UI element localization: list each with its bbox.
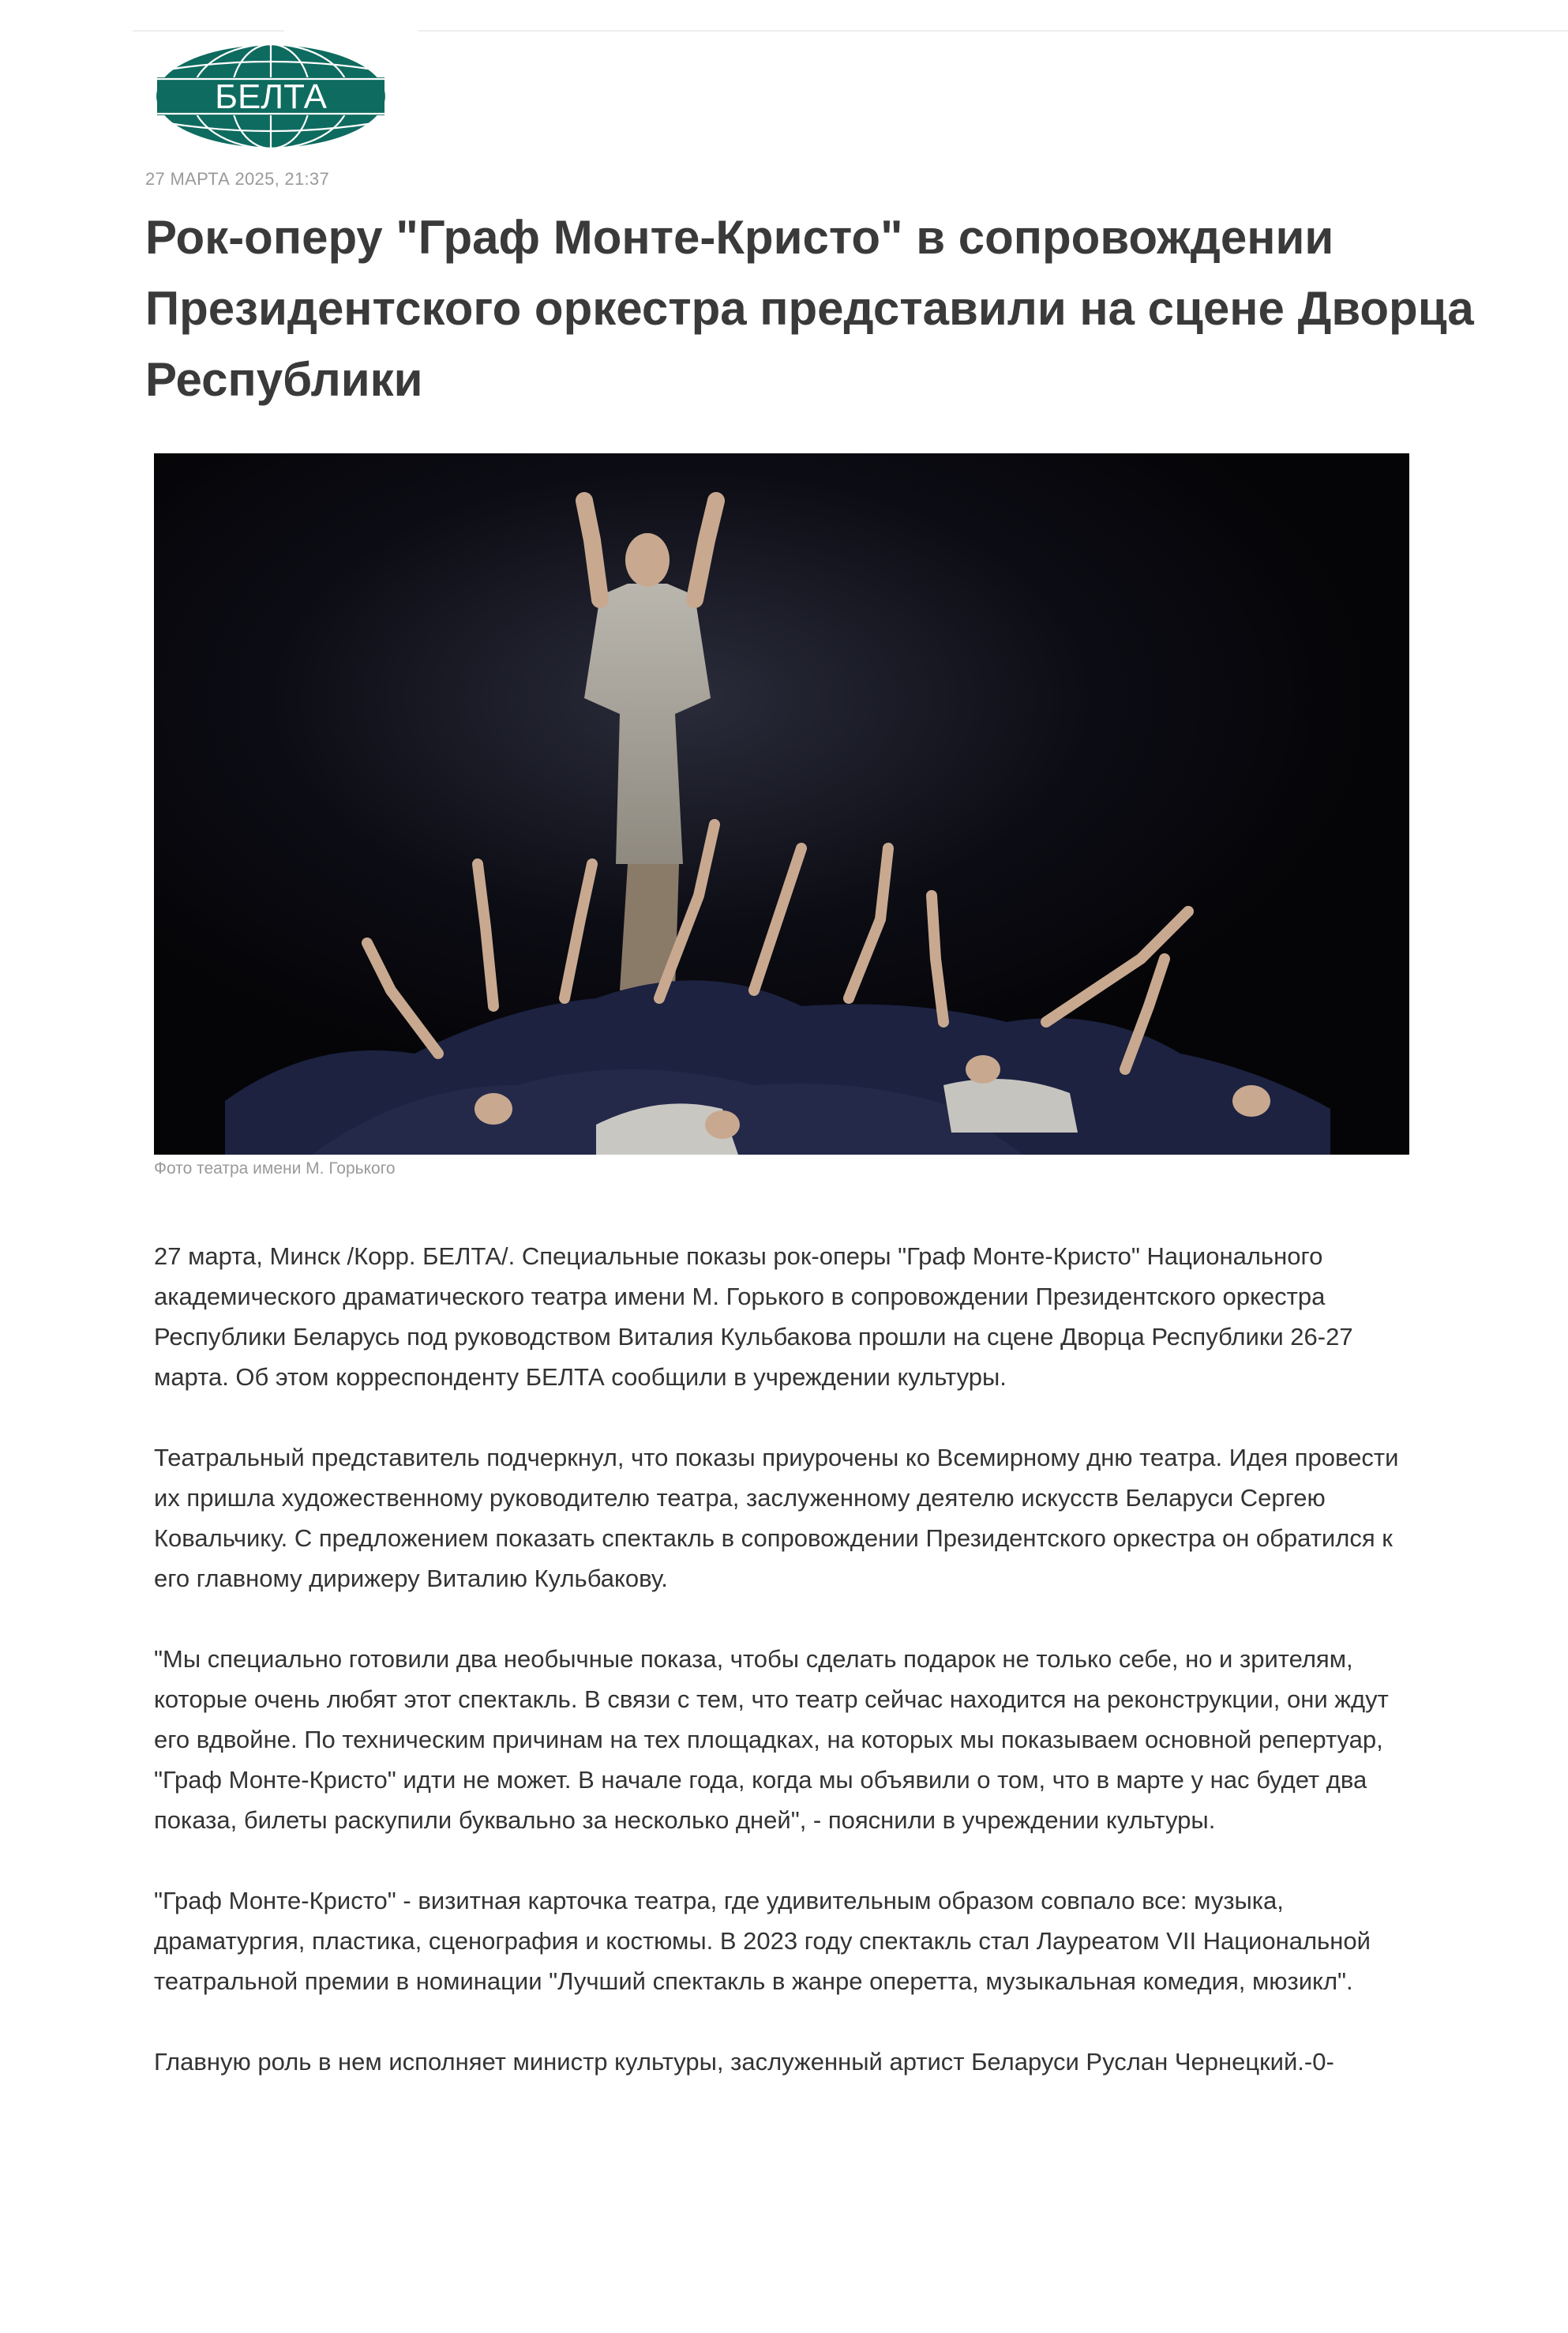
article-paragraph: "Мы специально готовили два необычные показа, чтобы сделать подарок не только себе, но и зрителям, которые очень любят этот спектакль. В связи с тем, что театр сейчас находится на реконструкции, они ждут его вдвойне. По техническим причинам на тех площадках, на которых мы показываем основной репертуар, "Граф Монте-Кристо" идти не может. В начале года, когда мы объявили о том, что в марте у нас будет два показа, билеты раскупили буквально за несколько дней", - пояснили в учреждении культуры. (154, 1645, 1389, 1834)
photo-caption: Фото театра имени М. Горького (154, 1159, 396, 1178)
article-title: Рок-оперу "Граф Монте-Кристо" в сопровождении Президентского оркестра представили на сцене Дворца Республики (145, 211, 1474, 406)
article-photo (154, 453, 1409, 1155)
logo-text: БЕЛТА (215, 77, 327, 116)
article-paragraph: 27 марта, Минск /Корр. БЕЛТА/. Специальные показы рок-оперы "Граф Монте-Кристо" Национального академического драматического театра имени М. Горького в сопровождении Президентского оркестра Республики Беларусь под руководством Виталия Кульбакова прошли на сцене Дворца Республики 26-27 марта. Об этом корреспонденту БЕЛТА сообщили в учреждении культуры. (154, 1242, 1353, 1391)
article-paragraph: Театральный представитель подчеркнул, что показы приурочены ко Всемирному дню театра. Идея провести их пришла художественному руководителю театра, заслуженному деятелю искусств Беларуси Сергею Ковальчику. С предложением показать спектакль в сопровождении Президентского оркестра он обратился к его главному дирижеру Виталию Кульбакову. (154, 1444, 1399, 1592)
publish-date: 27 МАРТА 2025, 21:37 (145, 169, 329, 189)
article-paragraph: "Граф Монте-Кристо" - визитная карточка театра, где удивительным образом совпало все: музыка, драматургия, пластика, сценография и костюмы. В 2023 году спектакль стал Лауреатом VII Национальной театральной премии в номинации "Лучший спектакль в жанре оперетта, музыкальная комедия, мюзикл". (154, 1887, 1371, 1995)
belta-logo[interactable] (154, 43, 388, 150)
top-divider-gap (284, 27, 418, 33)
article-body (154, 1236, 1401, 2122)
article-paragraph: Главную роль в нем исполняет министр культуры, заслуженный артист Беларуси Руслан Чернецкий.-0- (154, 2048, 1334, 2076)
